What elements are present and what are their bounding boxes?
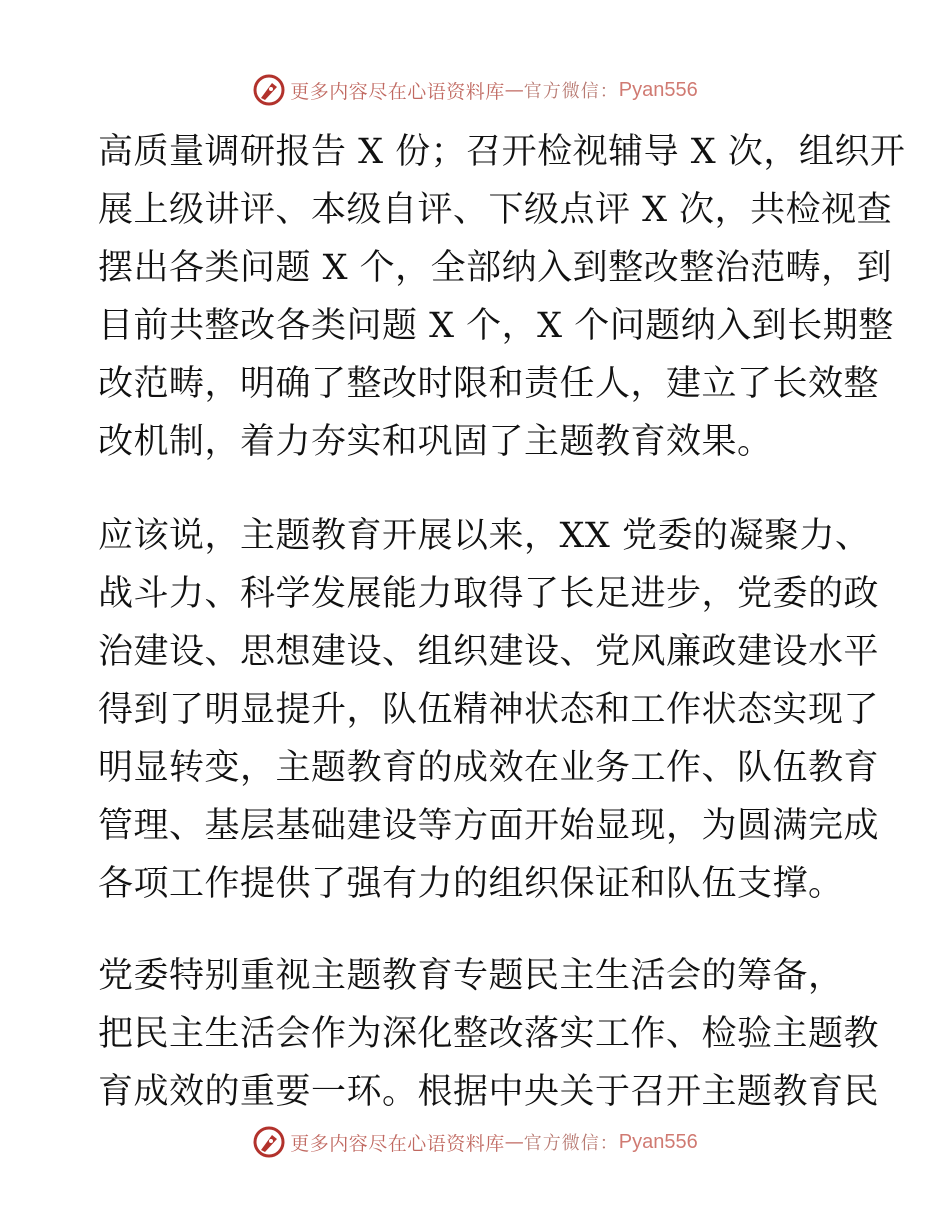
paragraph	[98, 947, 880, 1121]
text-line: 育成效的重要一环。根据中央关于召开主题教育民	[98, 1072, 880, 1112]
text-line: 管理、基层基础建设等方面开始显现，为圆满完成	[98, 806, 880, 846]
text-line: 改机制，着力夯实和巩固了主题教育效果。	[98, 422, 773, 462]
text-line: 应该说，主题教育开展以来，XX 党委的凝聚力、	[98, 516, 871, 556]
watermark-separator: —	[504, 79, 524, 101]
text-line: 治建设、思想建设、组织建设、党风廉政建设水平	[98, 632, 880, 672]
watermark-separator: —	[504, 1131, 524, 1153]
pen-nib-logo-icon	[252, 73, 286, 107]
footer-watermark	[0, 1122, 950, 1162]
watermark-main-text: 更多内容尽在心语资料库	[290, 80, 505, 103]
header-watermark	[0, 70, 950, 110]
text-line: 摆出各类问题 X 个，全部纳入到整改整治范畴，到	[98, 248, 893, 288]
text-line: 得到了明显提升，队伍精神状态和工作状态实现了	[98, 690, 880, 730]
paragraph	[98, 507, 880, 913]
text-line: 高质量调研报告 X 份；召开检视辅导 X 次，组织开	[98, 132, 906, 172]
text-line: 各项工作提供了强有力的组织保证和队伍支撑。	[98, 864, 844, 904]
text-line: 党委特别重视主题教育专题民主生活会的筹备，	[98, 956, 844, 996]
watermark-wechat-id: Pyan556	[618, 78, 698, 101]
watermark-main-text: 更多内容尽在心语资料库	[290, 1132, 505, 1155]
watermark-wechat-id: Pyan556	[618, 1130, 698, 1153]
text-line: 目前共整改各类问题 X 个，X 个问题纳入到长期整	[98, 306, 894, 346]
paragraph	[98, 123, 906, 471]
watermark-wechat-label: 官方微信：	[523, 1133, 619, 1154]
text-line: 改范畴，明确了整改时限和责任人，建立了长效整	[98, 364, 880, 404]
document-body	[98, 123, 906, 1121]
text-line: 明显转变，主题教育的成效在业务工作、队伍教育	[98, 748, 880, 788]
pen-nib-logo-icon	[252, 1125, 286, 1159]
text-line: 把民主生活会作为深化整改落实工作、检验主题教	[98, 1014, 880, 1054]
text-line: 战斗力、科学发展能力取得了长足进步，党委的政	[98, 574, 880, 614]
watermark-wechat-label: 官方微信：	[523, 81, 619, 102]
text-line: 展上级讲评、本级自评、下级点评 X 次，共检视查	[98, 190, 893, 230]
